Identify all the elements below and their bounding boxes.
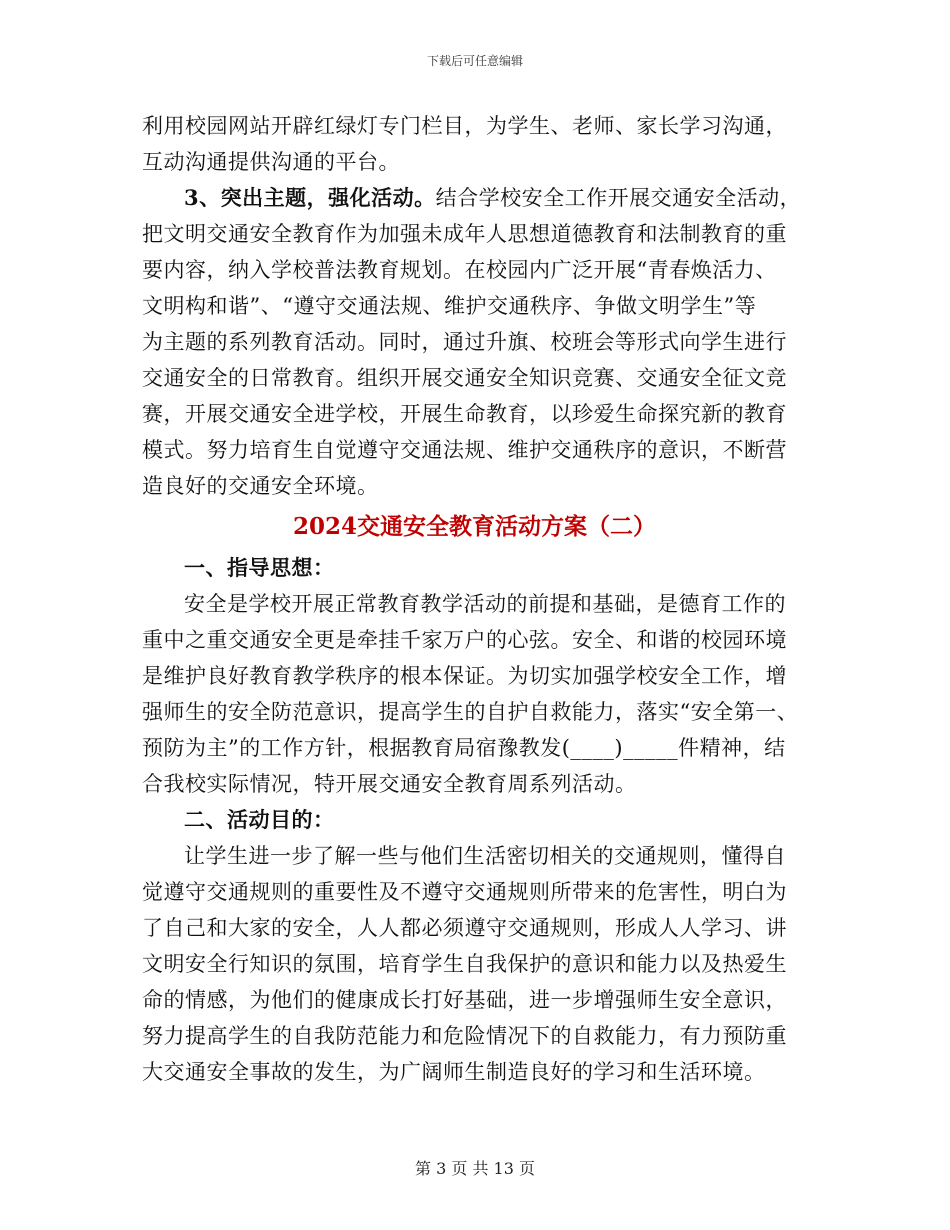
paragraph-line: 命的情感，为他们的健康成长打好基础，进一步增强师生安全意识， bbox=[142, 988, 787, 1012]
paragraph-line: 合我校实际情况，特开展交通安全教育周系列活动。 bbox=[142, 772, 637, 796]
section-3-paragraph-start bbox=[142, 180, 807, 216]
header-note: 下载后可任意编辑 bbox=[426, 54, 523, 68]
paragraph-line: 觉遵守交通规则的重要性及不遵守交通规则所带来的危害性，明白为 bbox=[142, 880, 787, 904]
paragraph-line: 重中之重交通安全更是牵挂千家万户的心弦。安全、和谐的校园环境 bbox=[142, 628, 787, 652]
section-1-heading: 一、指导思想： bbox=[184, 555, 335, 580]
paragraph-line: 要内容，纳入学校普法教育规划。在校园内广泛开展“青春焕活力、 bbox=[142, 258, 777, 282]
section-2-heading: 二、活动目的： bbox=[184, 807, 335, 832]
section-3-heading: 3、突出主题，强化活动。 bbox=[184, 185, 436, 210]
paragraph-line: 造良好的交通安全环境。 bbox=[142, 474, 379, 498]
document-title: 2024交通安全教育活动方案（二） bbox=[292, 513, 656, 540]
paragraph-line: 互动沟通提供沟通的平台。 bbox=[142, 150, 400, 174]
paragraph-line: 为主题的系列教育活动。同时，通过升旗、校班会等形式向学生进行 bbox=[142, 330, 787, 354]
paragraph-text: 结合学校安全工作开展交通安全活动， bbox=[435, 186, 802, 210]
paragraph-line: 赛，开展交通安全进学校，开展生命教育，以珍爱生命探究新的教育 bbox=[142, 402, 787, 426]
document-body bbox=[142, 108, 807, 1090]
paragraph-line: 强师生的安全防范意识，提高学生的自护自救能力，落实“安全第一、 bbox=[142, 700, 799, 724]
paragraph-line: 交通安全的日常教育。组织开展交通安全知识竞赛、交通安全征文竞 bbox=[142, 366, 787, 390]
paragraph-line: 把文明交通安全教育作为加强未成年人思想道德教育和法制教育的重 bbox=[142, 222, 787, 246]
paragraph-line: 文明安全行知识的氛围，培育学生自我保护的意识和能力以及热爱生 bbox=[142, 952, 787, 976]
paragraph-line: 努力提高学生的自我防范能力和危险情况下的自救能力，有力预防重 bbox=[142, 1024, 787, 1048]
paragraph-line: 了自己和大家的安全，人人都必须遵守交通规则，形成人人学习、讲 bbox=[142, 916, 787, 940]
page-number-footer: 第 3 页 共 13 页 bbox=[415, 1159, 535, 1178]
paragraph-line: 文明构和谐”、“遵守交通法规、维护交通秩序、争做文明学生”等 bbox=[142, 294, 757, 318]
paragraph-line: 让学生进一步了解一些与他们生活密切相关的交通规则，懂得自 bbox=[184, 844, 786, 868]
paragraph-line: 利用校园网站开辟红绿灯专门栏目，为学生、老师、家长学习沟通， bbox=[142, 114, 787, 138]
paragraph-line: 安全是学校开展正常教育教学活动的前提和基础，是德育工作的 bbox=[184, 592, 786, 616]
paragraph-line: 大交通安全事故的发生，为广阔师生制造良好的学习和生活环境。 bbox=[142, 1060, 766, 1084]
paragraph-line: 预防为主”的工作方针，根据教育局宿豫教发(____)_____件精神，结 bbox=[142, 736, 786, 760]
paragraph-line: 模式。努力培育生自觉遵守交通法规、维护交通秩序的意识，不断营 bbox=[142, 438, 787, 462]
paragraph-line: 是维护良好教育教学秩序的根本保证。为切实加强学校安全工作，增 bbox=[142, 664, 787, 688]
